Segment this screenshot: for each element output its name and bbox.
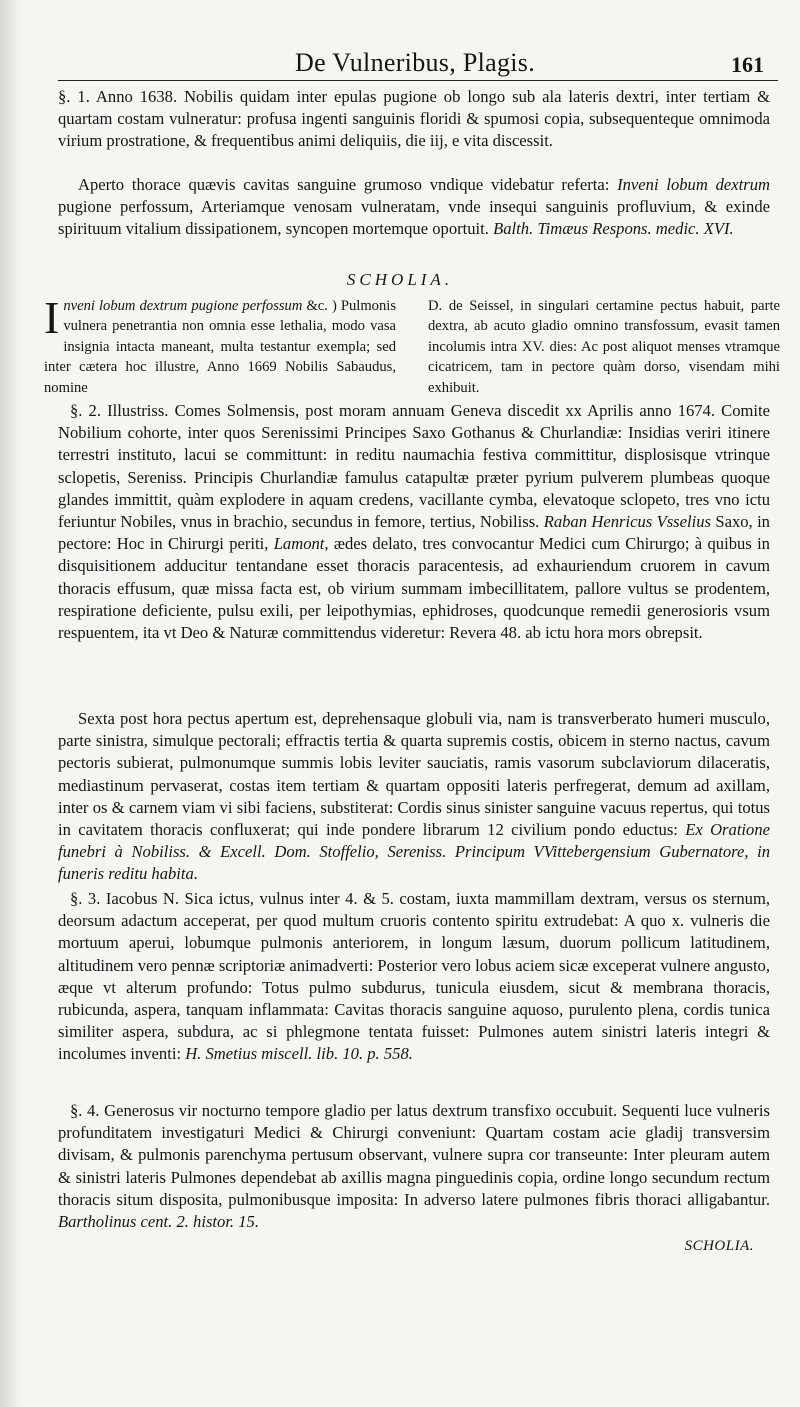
section-1-text-2b: pugione perfossum, Arteriamque venosam vulneratam, vnde insequi sanguinis profluvium, & exinde spirituum vitalium dissipationem, syncopen mortemque oportuit. [58,197,770,239]
section-1-paragraph-2 [58,174,770,241]
section-3-paragraph [58,888,770,1066]
section-1-citation: Balth. Timæus Respons. medic. XVI. [493,219,734,239]
section-2-name: Raban Henricus Vsselius [543,512,711,532]
section-2-text-b: Saxo, in pectore: Hoc in Chirurgi periti, [58,512,770,554]
section-1-text-2a: Aperto thorace quævis cavitas sanguine grumoso vndique videbatur referta: [78,175,618,194]
scholia-left-column [44,292,396,398]
section-1-label: §. 1. [58,87,90,106]
section-1-text: Anno 1638. Nobilis quidam inter epulas pugione ob longo sub ala lateris dextri, inter tertiam & quartam costam vulneratur: profusa ingenti sanguinis floridi & spumosi copia, subsequenteque omnimoda virium prostratione, & frequentibus animi deliquiis, die iij, e vita discessit. [58,87,771,151]
scholia-right-column: D. de Seissel, in singulari certamine pectus habuit, parte dextra, ab acuto gladio omnino transfossum, evasit tamen incolumis intra XV. dies: Ac post aliquot menses vtramque cicatricem, tam in pectore quàm dorso, visendam mihi exhibuit. [428,298,780,396]
scholia-columns [44,292,780,398]
scholia-left-italic: nveni lobum dextrum pugione perfossum [63,298,303,314]
page-gutter-shadow [0,0,22,1407]
running-title: De Vulneribus, Plagis. [295,48,535,77]
scholia-left-text: &c. ) Pulmonis vulnera penetrantia non omnia esse lethalia, modo vasa insignia intacta maneant, multa testantur exempla; sed inter cætera hoc illustre, Anno 1669 Nobilis Sabaudus, nomine [44,298,396,396]
section-3-label: §. 3. [70,889,101,908]
header-rule [58,80,778,81]
section-1-paragraph [58,86,770,153]
section-4-citation: Bartholinus cent. 2. histor. 15. [58,1212,259,1232]
section-2-paragraph [58,400,770,644]
section-3-citation: H. Smetius miscell. lib. 10. p. 558. [185,1044,413,1064]
section-2-lamont: Lamont [273,534,325,554]
scholia-heading: SCHOLIA. [346,270,454,289]
section-4-label: §. 4. [70,1101,100,1120]
section-1-text-2-italic: Inveni lobum dextrum [617,175,770,194]
section-2-text-2: Sexta post hora pectus apertum est, deprehensaque globuli via, nam is transverberato humeri musculo, parte sinistra, simulque pectorali; effractis tertia & quarta supremis costis, obicem in sterno nactus, cavum pectoris subierat, pulmonumque summis lobis leviter sauciatis, ramis vasorum subclaviorum dilaceratis, mediastinum pervaserat, costas item tertiam & quartam oppositi lateris perfregerat, demum ad axillam, inter os & carnem viam vi sibi faciens, substiterat: Cordis sinus sinister sanguine vacuus repertus, qui totus in cavitatem thoracis confluxerat; qui inde pondere librarum 12 civilium pondo eductus: [58,709,770,840]
running-head [60,48,770,84]
scholia-dropcap: I [44,292,60,343]
section-4-paragraph [58,1100,770,1233]
section-2-text-a: Illustriss. Comes Solmensis, post moram annuam Geneva discedit xx Aprilis anno 1674. Comite Nobilium cohorte, inter quos Serenissimi Principes Saxo Gothanus & Churlandiæ: Insidias veriri itinere terrestri instituto, lacui se committunt: in reditu naumachia festiva committitur, displosisque vtrinque sclopetis, Sereniss. Principis Churlandiæ famulus catapultæ præter pyrium pulverem plumbeas quoque glandes immittit, quàm explodere in aquam credens, vacillante cymba, elevatoque sclopeto, tres vno ictu feriuntur Nobiles, vnus in brachio, secundus in femore, tertius, Nobiliss. [58,401,771,532]
section-2-paragraph-2 [58,708,770,886]
catchword: SCHOLIA. [684,1238,754,1254]
section-2-citation: Ex Oratione funebri à Nobiliss. & Excell. Dom. Stoffelio, Sereniss. Principum VVittebergensium Gubernatore, in funeris reditu habita. [58,820,770,884]
page-number: 161 [731,52,764,77]
section-2-label: §. 2. [70,401,102,420]
section-4-text: Generosus vir nocturno tempore gladio per latus dextrum transfixo occubuit. Sequenti luce vulneris profunditatem investigaturi Medici & Chirurgi conveniunt: Quartam costam acie gladij transversim divisam, & pulmonis parenchyma pertusum observant, vulnere supra cor transeunte: Inter pleuram autem & sinistri lateris Pulmones dependebat ab axillis magna pinguedinis copia, ordine longo secundum rectum thoracis situm disposita, pulmonibusque imposita: In adverso latere pulmones fibris thoraci alligabantur. [58,1101,770,1209]
section-2-text-c: , ædes delato, tres convocantur Medici cum Chirurgo; à quibus in disquisitionem adducitur tentandane esset thoracis paracentesis, ad exhauriendum cruorem in cavum thoracis effusum, quæ missa facta est, ob virium summam imbecillitatem, pallore vultus se prodentem, respiratione deficiente, pulsu exili, per leipothymias, ephidroses, quodcunque remedii generosioris vsum respuentem, ita vt Deo & Naturæ committendus videretur: Revera 48. ab ictu hora mors obrepsit. [58,534,770,643]
section-3-text: Iacobus N. Sica ictus, vulnus inter 4. & 5. costam, iuxta mammillam dextram, versus os sternum, deorsum adactum acceperat, per quod multum cruoris contento spiritu extrudebat: A quo x. vulneris die mortuum aperui, lobumque pulmonis anteriorem, in longum læsum, duorum pollicum latitudinem, altitudinem vero pennæ scriptoriæ animadverti: Posterior vero lobus aciem sicæ exceperat vulnere angusto, æque vt alterum profundo: Totus pulmo subdurus, tunicula eiusdem, sicut & membrana thoracis, rubicunda, aspera, tanquam inflammata: Cavitas thoracis sanguine aquoso, purulento plena, cordis tunica similiter aspera, subdura, ac si phlegmone tentata fuisset: Pulmones autem sinistri lateris integri & incolumes inventi: [58,889,771,1064]
